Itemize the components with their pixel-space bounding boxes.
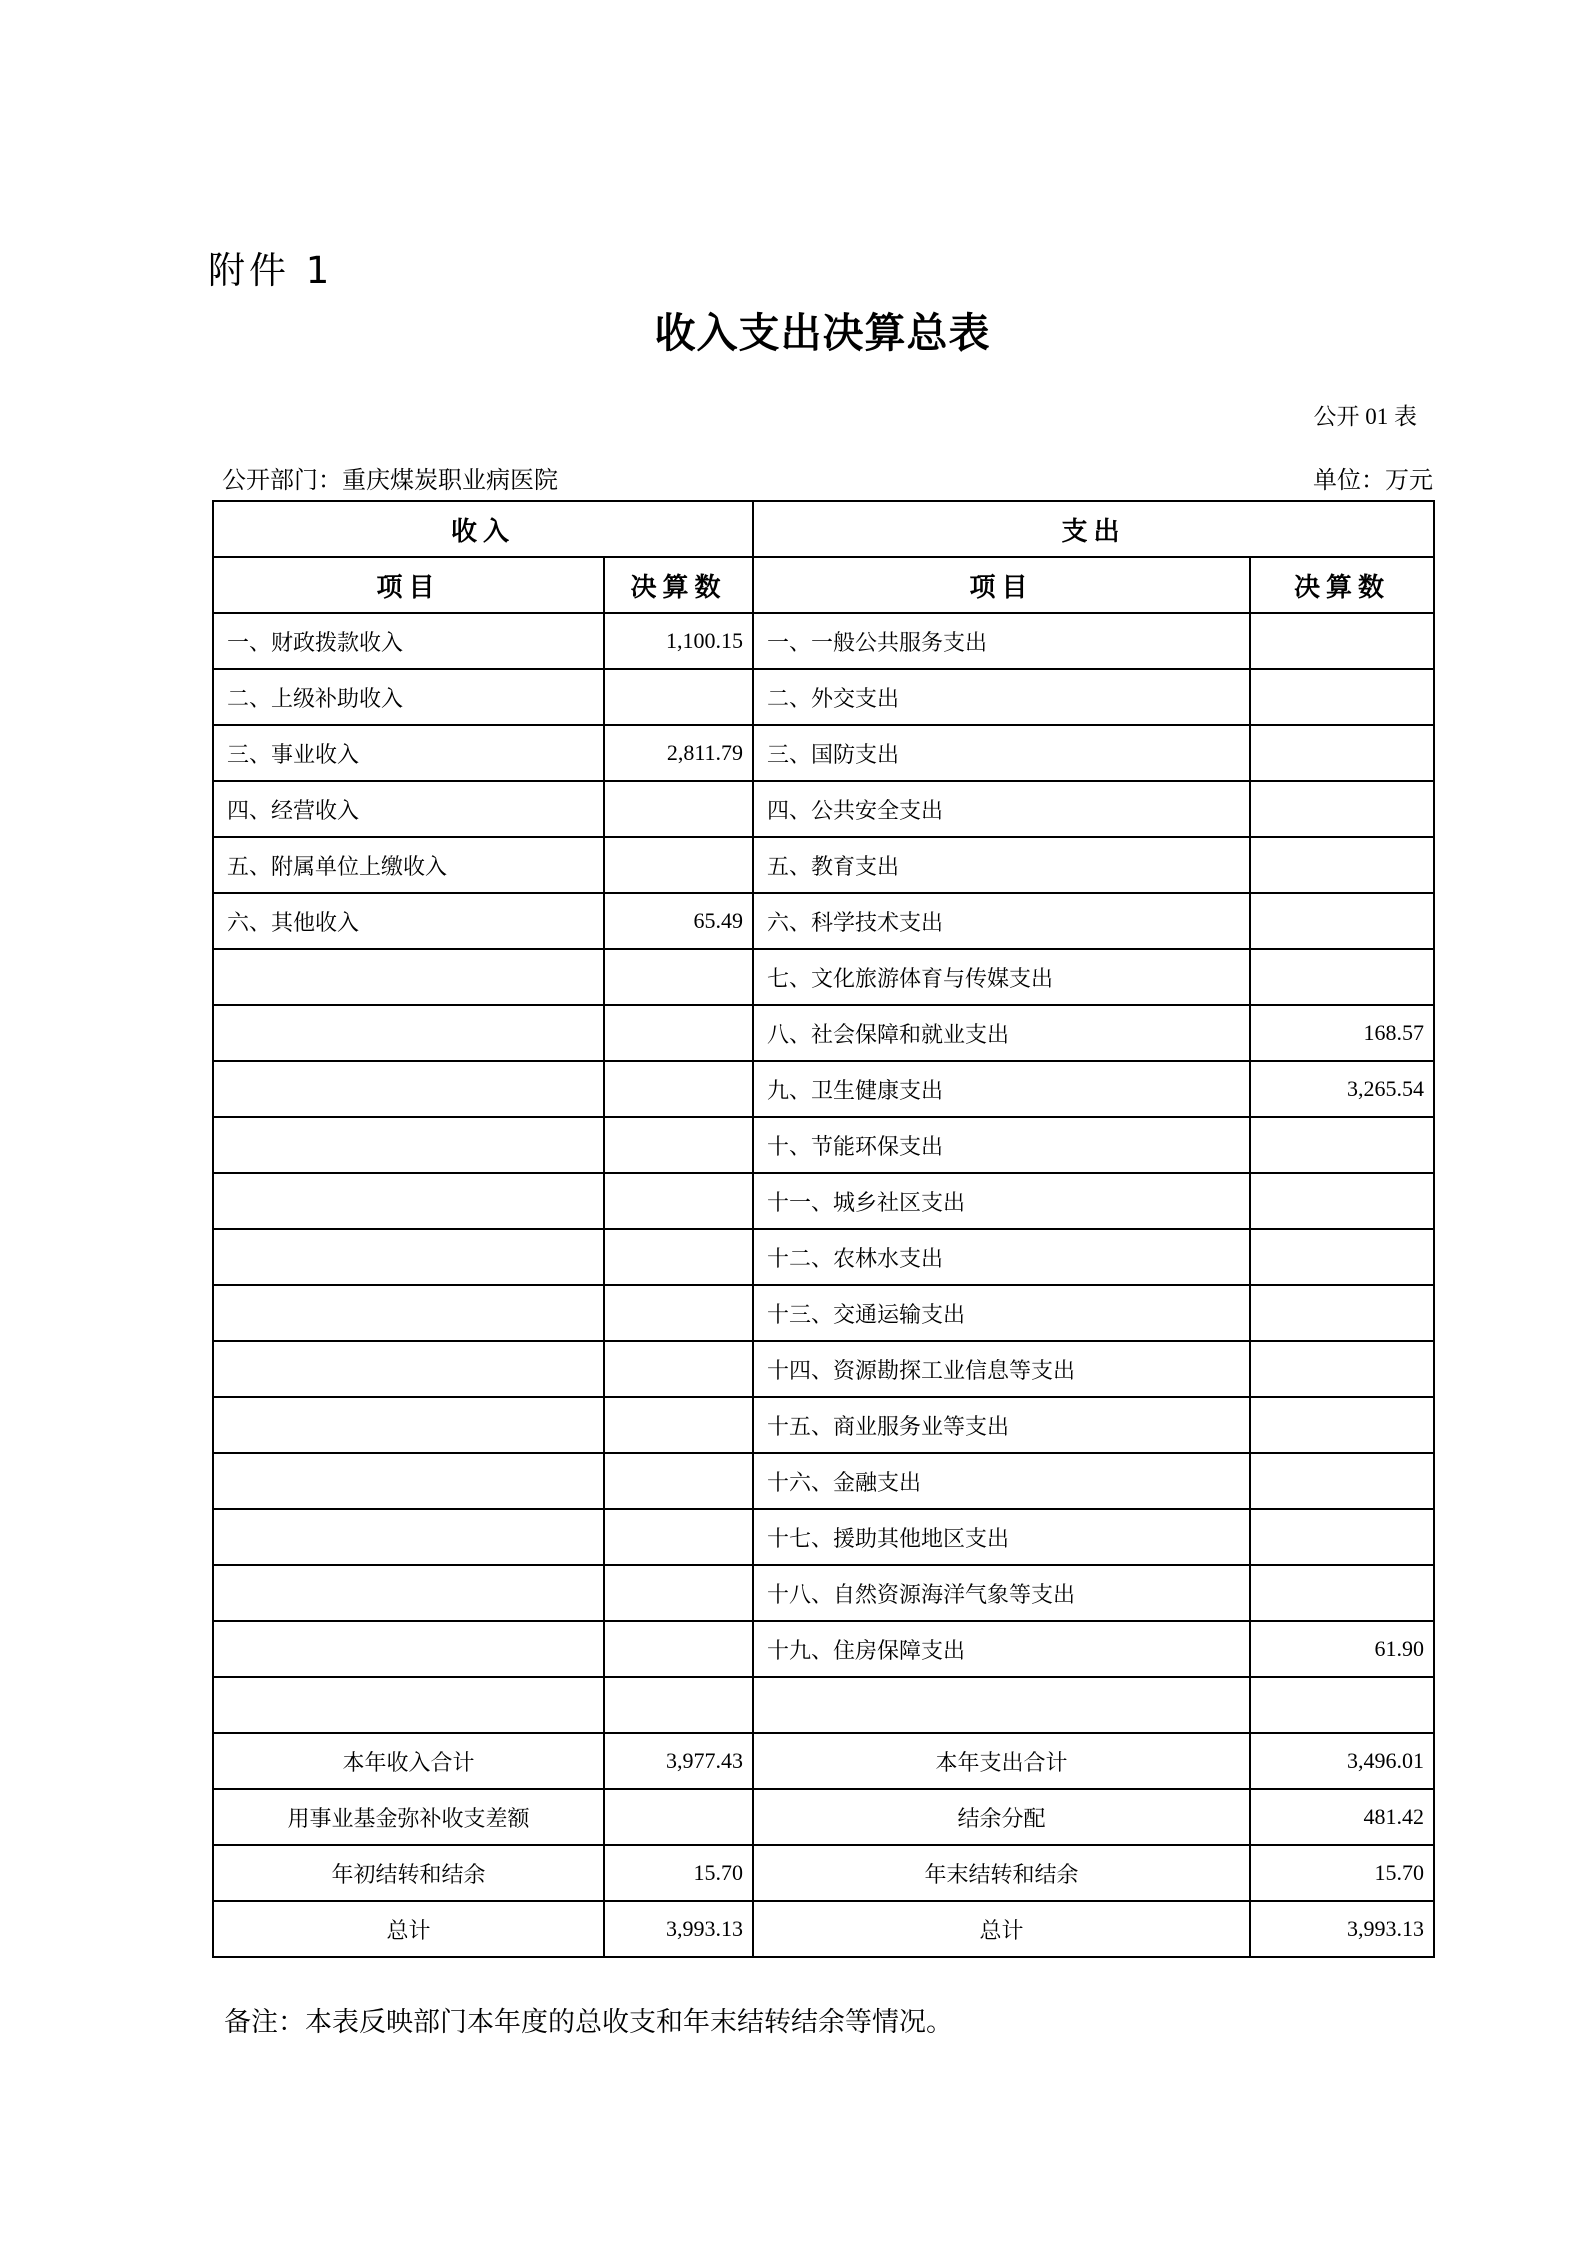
income-item-cell: 二、上级补助收入 [213,669,604,725]
income-amount-cell [604,1565,753,1621]
table-row [213,1005,1434,1061]
income-item-column-header: 项目 [213,557,604,613]
income-item-cell [213,1229,604,1285]
income-item-cell: 年初结转和结余 [213,1845,604,1901]
expense-amount-cell [1250,725,1434,781]
expense-amount-cell: 3,265.54 [1250,1061,1434,1117]
income-item-cell: 总计 [213,1901,604,1957]
expense-item-cell: 九、卫生健康支出 [753,1061,1250,1117]
income-amount-cell: 2,811.79 [604,725,753,781]
table-row [213,1397,1434,1453]
expense-amount-cell [1250,1285,1434,1341]
table-row [213,1341,1434,1397]
table-row [213,1621,1434,1677]
expense-item-cell: 七、文化旅游体育与传媒支出 [753,949,1250,1005]
expense-item-cell: 二、外交支出 [753,669,1250,725]
expense-amount-cell [1250,1565,1434,1621]
expense-item-cell: 本年支出合计 [753,1733,1250,1789]
expense-amount-cell [1250,1229,1434,1285]
income-amount-cell [604,1453,753,1509]
table-summary [213,1733,1434,1957]
income-amount-cell [604,1621,753,1677]
expense-item-cell: 年末结转和结余 [753,1845,1250,1901]
table-row [213,781,1434,837]
income-item-cell: 六、其他收入 [213,893,604,949]
unit-label: 单位：万元 [1313,466,1433,494]
income-amount-cell [604,1005,753,1061]
table-row [213,1061,1434,1117]
income-amount-cell: 3,977.43 [604,1733,753,1789]
income-amount-column-header: 决算数 [604,557,753,613]
table-row [213,1565,1434,1621]
summary-row [213,1733,1434,1789]
expense-item-cell: 五、教育支出 [753,837,1250,893]
income-amount-cell [604,1229,753,1285]
expense-item-cell: 三、国防支出 [753,725,1250,781]
income-item-cell [213,1509,604,1565]
expense-amount-cell [1250,893,1434,949]
expense-item-cell: 十九、住房保障支出 [753,1621,1250,1677]
table-row [213,1117,1434,1173]
income-item-cell [213,1005,604,1061]
income-amount-cell [604,1789,753,1845]
expense-amount-cell: 168.57 [1250,1005,1434,1061]
expense-amount-cell [1250,1117,1434,1173]
summary-row [213,1845,1434,1901]
income-item-cell [213,1341,604,1397]
table-row [213,725,1434,781]
table-row [213,613,1434,669]
expense-section-header: 支出 [753,501,1434,557]
expense-amount-column-header: 决算数 [1250,557,1434,613]
income-amount-cell: 15.70 [604,1845,753,1901]
table-row [213,1677,1434,1733]
expense-item-cell: 六、科学技术支出 [753,893,1250,949]
expense-item-cell: 十三、交通运输支出 [753,1285,1250,1341]
income-item-cell [213,1285,604,1341]
expense-amount-cell: 3,496.01 [1250,1733,1434,1789]
income-item-cell: 本年收入合计 [213,1733,604,1789]
income-item-cell [213,949,604,1005]
department-label: 公开部门：重庆煤炭职业病医院 [222,466,558,494]
expense-item-cell: 总计 [753,1901,1250,1957]
income-section-header: 收入 [213,501,753,557]
final-accounts-table [212,500,1435,1958]
expense-item-cell: 十一、城乡社区支出 [753,1173,1250,1229]
table-row [213,1509,1434,1565]
income-amount-cell [604,1173,753,1229]
expense-amount-cell: 15.70 [1250,1845,1434,1901]
table-row [213,1229,1434,1285]
page-title: 收入支出决算总表 [654,310,991,356]
income-item-cell [213,1677,604,1733]
expense-item-cell: 一、一般公共服务支出 [753,613,1250,669]
expense-amount-cell [1250,1677,1434,1733]
summary-row [213,1901,1434,1957]
expense-amount-cell [1250,1397,1434,1453]
table-row [213,669,1434,725]
income-amount-cell [604,1397,753,1453]
expense-item-cell: 十四、资源勘探工业信息等支出 [753,1341,1250,1397]
income-item-cell [213,1397,604,1453]
income-item-cell: 用事业基金弥补收支差额 [213,1789,604,1845]
expense-item-cell: 十七、援助其他地区支出 [753,1509,1250,1565]
table-code-label: 公开 01 表 [1313,404,1417,429]
table-row [213,837,1434,893]
income-amount-cell [604,1117,753,1173]
expense-item-cell: 十六、金融支出 [753,1453,1250,1509]
column-header-row [213,557,1434,613]
expense-item-cell: 十二、农林水支出 [753,1229,1250,1285]
income-amount-cell [604,781,753,837]
income-item-cell [213,1565,604,1621]
expense-item-column-header: 项目 [753,557,1250,613]
table-header [213,501,1434,613]
summary-row [213,1789,1434,1845]
expense-amount-cell: 3,993.13 [1250,1901,1434,1957]
expense-item-cell: 十八、自然资源海洋气象等支出 [753,1565,1250,1621]
expense-item-cell: 结余分配 [753,1789,1250,1845]
income-item-cell [213,1061,604,1117]
expense-amount-cell: 481.42 [1250,1789,1434,1845]
expense-amount-cell [1250,781,1434,837]
income-item-cell: 一、财政拨款收入 [213,613,604,669]
table-row [213,1285,1434,1341]
expense-amount-cell [1250,837,1434,893]
expense-item-cell: 十、节能环保支出 [753,1117,1250,1173]
expense-amount-cell [1250,1453,1434,1509]
expense-item-cell: 十五、商业服务业等支出 [753,1397,1250,1453]
income-amount-cell [604,949,753,1005]
attachment-label: 附件 1 [208,249,334,292]
income-amount-cell: 3,993.13 [604,1901,753,1957]
income-amount-cell [604,1341,753,1397]
income-item-cell: 四、经营收入 [213,781,604,837]
expense-amount-cell: 61.90 [1250,1621,1434,1677]
footnote: 备注：本表反映部门本年度的总收支和年末结转结余等情况。 [224,2007,953,2038]
expense-amount-cell [1250,669,1434,725]
income-amount-cell [604,1677,753,1733]
expense-amount-cell [1250,949,1434,1005]
income-amount-cell: 1,100.15 [604,613,753,669]
income-amount-cell [604,1061,753,1117]
expense-item-cell [753,1677,1250,1733]
section-header-row [213,501,1434,557]
table-body [213,613,1434,1733]
income-amount-cell [604,837,753,893]
income-item-cell [213,1117,604,1173]
table-row [213,893,1434,949]
income-item-cell [213,1453,604,1509]
expense-amount-cell [1250,613,1434,669]
income-amount-cell [604,669,753,725]
income-amount-cell: 65.49 [604,893,753,949]
income-item-cell [213,1173,604,1229]
expense-item-cell: 四、公共安全支出 [753,781,1250,837]
expense-amount-cell [1250,1509,1434,1565]
meta-row [212,460,1433,495]
expense-item-cell: 八、社会保障和就业支出 [753,1005,1250,1061]
income-amount-cell [604,1285,753,1341]
table-row [213,1173,1434,1229]
income-amount-cell [604,1509,753,1565]
income-item-cell: 三、事业收入 [213,725,604,781]
expense-amount-cell [1250,1173,1434,1229]
table-row [213,1453,1434,1509]
table-row [213,949,1434,1005]
expense-amount-cell [1250,1341,1434,1397]
income-item-cell [213,1621,604,1677]
income-item-cell: 五、附属单位上缴收入 [213,837,604,893]
